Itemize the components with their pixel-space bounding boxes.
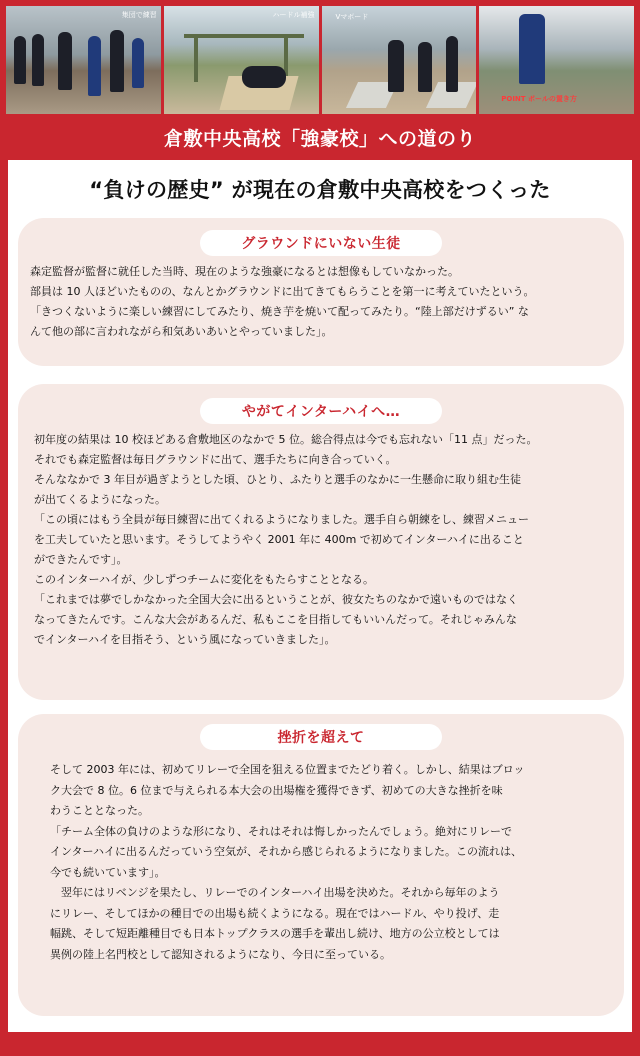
- text-line: このインターハイが、少しずつチームに変化をもたらすこととなる。: [34, 573, 375, 586]
- section-heading: [200, 230, 442, 256]
- photo-hurdle-drill: [164, 6, 319, 114]
- photo-team-running: [6, 6, 161, 114]
- text-line: 異例の陸上名門校として認知されるようになり、今日に至っている。: [50, 947, 391, 961]
- text-line: 「これまでは夢でしかなかった全国大会に出るということが、彼女たちのなかで遠いものではなく: [34, 593, 518, 606]
- photo-coach: [479, 6, 634, 114]
- photo-strip: [6, 6, 634, 114]
- text-line: わうこととなった。: [50, 804, 149, 817]
- section-heading-text: やがてインターハイへ…: [241, 404, 401, 420]
- text-line: そんななかで 3 年目が過ぎようとした頃、ひとり、ふたりと選手のなかに一生懸命に取り組む生徒: [34, 473, 521, 486]
- text-line: 「きつくないように楽しい練習にしてみたり、焼き芋を焼いて配ってみたり。“陸上部だけずるい” な: [30, 305, 529, 318]
- photo-caption: ハードル補強: [272, 11, 315, 19]
- text-line: 初年度の結果は 10 校ほどある倉敷地区のなかで 5 位。総合得点は今でも忘れない「11 点」だった。: [34, 433, 538, 446]
- banner-title: 倉敷中央高校「強豪校」への道のり: [163, 127, 476, 150]
- article-body: [8, 160, 632, 1032]
- section-interhigh: [18, 384, 624, 700]
- text-line: 翌年にはリベンジを果たし、リレーでのインターハイ出場を決めた。それから毎年のよう: [50, 886, 500, 899]
- section-setback: [18, 714, 624, 1016]
- text-line: ク大会で 8 位。6 位まで与えられる本大会の出場権を獲得できず、初めての大きな挫折を味: [50, 783, 503, 797]
- text-line: 「チーム全体の負けのような形になり、それはそれは悔しかったんでしょう。絶対にリレーで: [50, 824, 512, 838]
- text-line: ができたんです」。: [34, 553, 128, 566]
- text-line: なってきたんです。こんな大会があるんだ、私もここを目指してもいいんだって。それじゃみんな: [34, 613, 517, 626]
- text-line: 部員は 10 人ほどいたものの、なんとかグラウンドに出てきてもらうことを第一に考えていたという。: [30, 285, 535, 298]
- text-line: にリレー、そしてほかの種目での出場も続くようになる。現在ではハードル、やり投げ、走: [50, 906, 500, 920]
- text-line: 今でも続いています」。: [50, 865, 166, 879]
- text-line: が出てくるようになった。: [34, 493, 166, 506]
- section-paragraph: [34, 430, 537, 650]
- text-line: 森定監督が監督に就任した当時、現在のような強豪になるとは想像もしていなかった。: [30, 265, 459, 278]
- section-paragraph: [30, 262, 535, 342]
- text-line: インターハイに出るんだっていう空気が、それから感じられるようになりました。この流れは、: [50, 845, 523, 858]
- section-heading-text: 挫折を超えて: [277, 730, 365, 746]
- section-no-students: [18, 218, 624, 366]
- photo-caption: POINT ボールの置き方: [501, 95, 577, 103]
- section-heading: [200, 724, 442, 750]
- page-banner: [0, 114, 640, 160]
- article-headline: “負けの歴史” が現在の倉敷中央高校をつくった: [89, 178, 551, 202]
- section-paragraph: [50, 760, 525, 965]
- text-line: でインターハイを目指そう、という風になっていきました」。: [34, 633, 336, 646]
- photo-caption: Vマボード: [335, 13, 369, 21]
- photo-caption: 集団で練習: [121, 11, 157, 19]
- section-heading-text: グラウンドにいない生徒: [241, 236, 401, 252]
- text-line: それでも森定監督は毎日グラウンドに出て、選手たちに向き合っていく。: [34, 453, 397, 466]
- text-line: 幅跳、そして短距離種目でも日本トップクラスの選手を輩出し続け、地方の公立校としては: [50, 927, 500, 940]
- text-line: を工夫していたと思います。そうしてようやく 2001 年に 400m で初めてインターハイに出ること: [34, 533, 524, 546]
- photo-v-board: [322, 6, 477, 114]
- text-line: 「この頃にはもう全員が毎日練習に出てくれるようになりました。選手自ら朝練をし、練習メニュー: [34, 513, 529, 526]
- text-line: そして 2003 年には、初めてリレーで全国を狙える位置までたどり着く。しかし、結果はブロッ: [50, 763, 525, 776]
- text-line: んて他の部に言われながら和気あいあいとやっていました」。: [30, 325, 333, 338]
- section-heading: [200, 398, 442, 424]
